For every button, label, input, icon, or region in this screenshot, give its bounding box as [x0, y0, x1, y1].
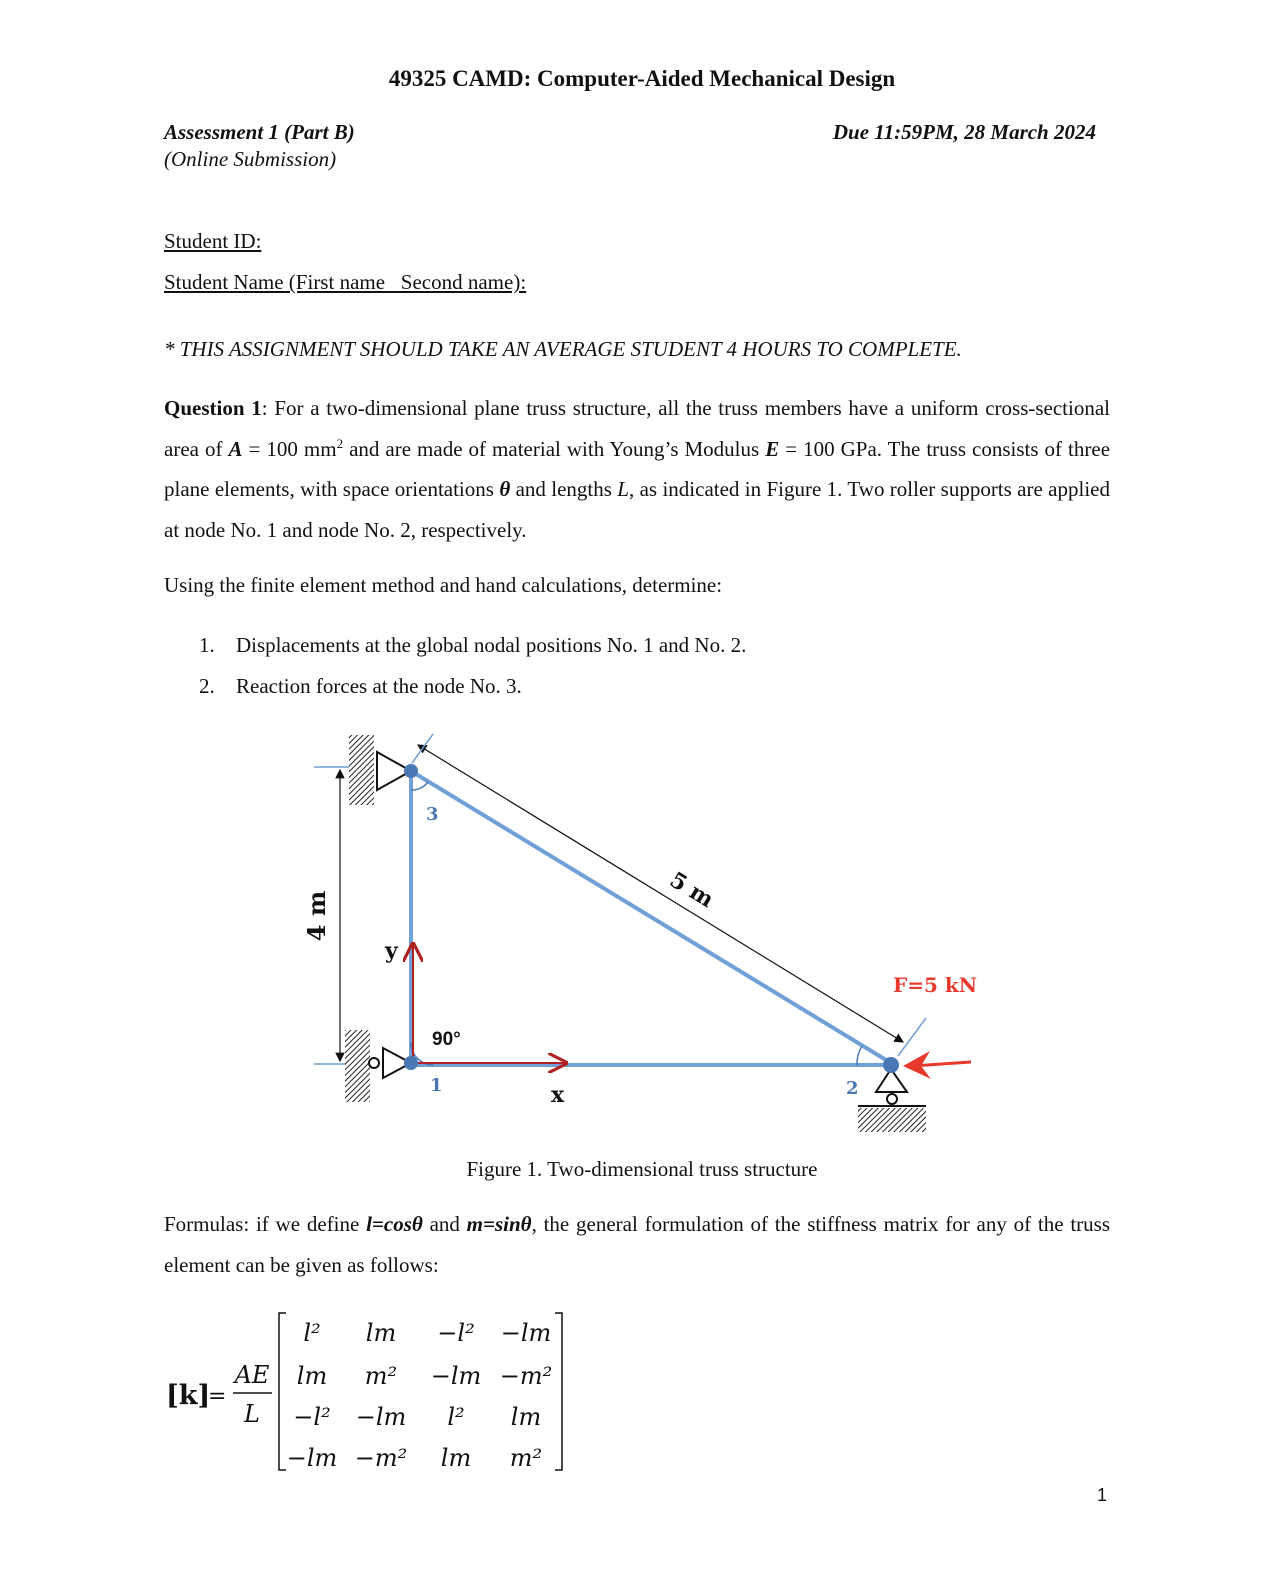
matrix-cell: l²	[303, 1319, 321, 1347]
member-diagonal	[411, 771, 891, 1063]
student-name-label: Student Name (First name Second name):	[164, 270, 527, 294]
question-1-text: Question 1: For a two-dimensional plane truss structure, all the truss members have a uniform cross-sectional area of A = 100 $mm^2$ and are made of material with Young’s Modulus E = 100 GPa. The truss consists of three plane elements, with space orientations θ and lengths L, as indicated in Figure 1. Two roller supports are applied at node No. 1 and node No. 2, respectively.	[164, 396, 1111, 542]
submission-type: (Online Submission)	[164, 147, 337, 171]
matrix-cell: lm	[365, 1319, 397, 1347]
height-label: 4 m	[302, 890, 331, 942]
node-3-label: 3	[426, 804, 439, 825]
figure-caption: Figure 1. Two-dimensional truss structure	[466, 1157, 818, 1181]
angle-label: 90°	[432, 1029, 461, 1050]
y-axis-label: y	[385, 938, 398, 964]
matrix-cell: l²	[447, 1403, 465, 1431]
roller-wheel-node-2	[887, 1094, 897, 1104]
wall-hatch-top	[349, 735, 374, 805]
matrix-cell: −lm	[430, 1362, 482, 1390]
task-item: 2. Reaction forces at the node No. 3.	[199, 674, 522, 698]
node-1-label: 1	[430, 1075, 443, 1096]
due-date: Due 11:59PM, 28 March 2024	[832, 120, 1096, 144]
question-1-label: Question 1	[164, 396, 262, 420]
matrix-cell: −m²	[499, 1362, 553, 1390]
node-2	[883, 1057, 899, 1073]
matrix-cell: lm	[440, 1444, 472, 1472]
matrix-left-bracket	[279, 1313, 286, 1470]
matrix-cell: m²	[509, 1444, 543, 1472]
angle-arc-node-2	[857, 1046, 862, 1065]
assessment-title: Assessment 1 (Part B)	[164, 120, 355, 144]
task-item: 1. Displacements at the global nodal positions No. 1 and No. 2.	[199, 633, 747, 657]
wall-hatch-bottom	[345, 1030, 370, 1102]
matrix-numerator: AE	[234, 1361, 270, 1389]
page-number: 1	[1097, 1485, 1108, 1505]
dimension-tick-bottom	[898, 1018, 926, 1056]
node-3	[404, 764, 418, 778]
length-label: 5 m	[665, 866, 719, 914]
ground-hatch-node-2	[858, 1108, 926, 1132]
matrix-cell: −m²	[354, 1444, 408, 1472]
matrix-cell: −lm	[500, 1319, 552, 1347]
instruction-text: Using the finite element method and hand calculations, determine:	[164, 573, 723, 597]
roller-wheel-node-1	[369, 1058, 379, 1068]
matrix-cell: −lm	[286, 1444, 338, 1472]
matrix-cell: m²	[364, 1362, 398, 1390]
truss-figure	[300, 725, 1000, 1145]
angle-arc-node-3	[411, 782, 428, 790]
matrix-lhs: [k]	[166, 1380, 211, 1411]
dimension-tick-top	[412, 734, 433, 763]
matrix-cell: lm	[510, 1403, 542, 1431]
matrix-equals: =	[208, 1384, 227, 1409]
dimension-length-line	[418, 745, 903, 1042]
matrix-cell: lm	[296, 1362, 328, 1390]
matrix-cell: −l²	[293, 1403, 331, 1431]
time-note: * THIS ASSIGNMENT SHOULD TAKE AN AVERAGE STUDENT 4 HOURS TO COMPLETE.	[164, 337, 962, 361]
matrix-cell: −lm	[355, 1403, 407, 1431]
x-axis-label: x	[551, 1082, 565, 1108]
node-2-label: 2	[846, 1078, 859, 1099]
matrix-cell: −l²	[437, 1319, 475, 1347]
matrix-right-bracket	[555, 1313, 562, 1470]
student-id-label: Student ID:	[164, 229, 262, 253]
node-1	[404, 1056, 418, 1070]
matrix-denominator: L	[244, 1400, 260, 1428]
stiffness-matrix	[160, 1305, 580, 1480]
force-label: F=5 kN	[893, 973, 977, 997]
formulas-text: Formulas: if we define l=cosθ and m=sinθ, the general formulation of the stiffness matrix for any of the truss element can be given as follows:	[164, 1212, 1110, 1277]
matrix-cells	[287, 1319, 553, 1472]
course-title: 49325 CAMD: Computer-Aided Mechanical Design	[388, 66, 896, 91]
